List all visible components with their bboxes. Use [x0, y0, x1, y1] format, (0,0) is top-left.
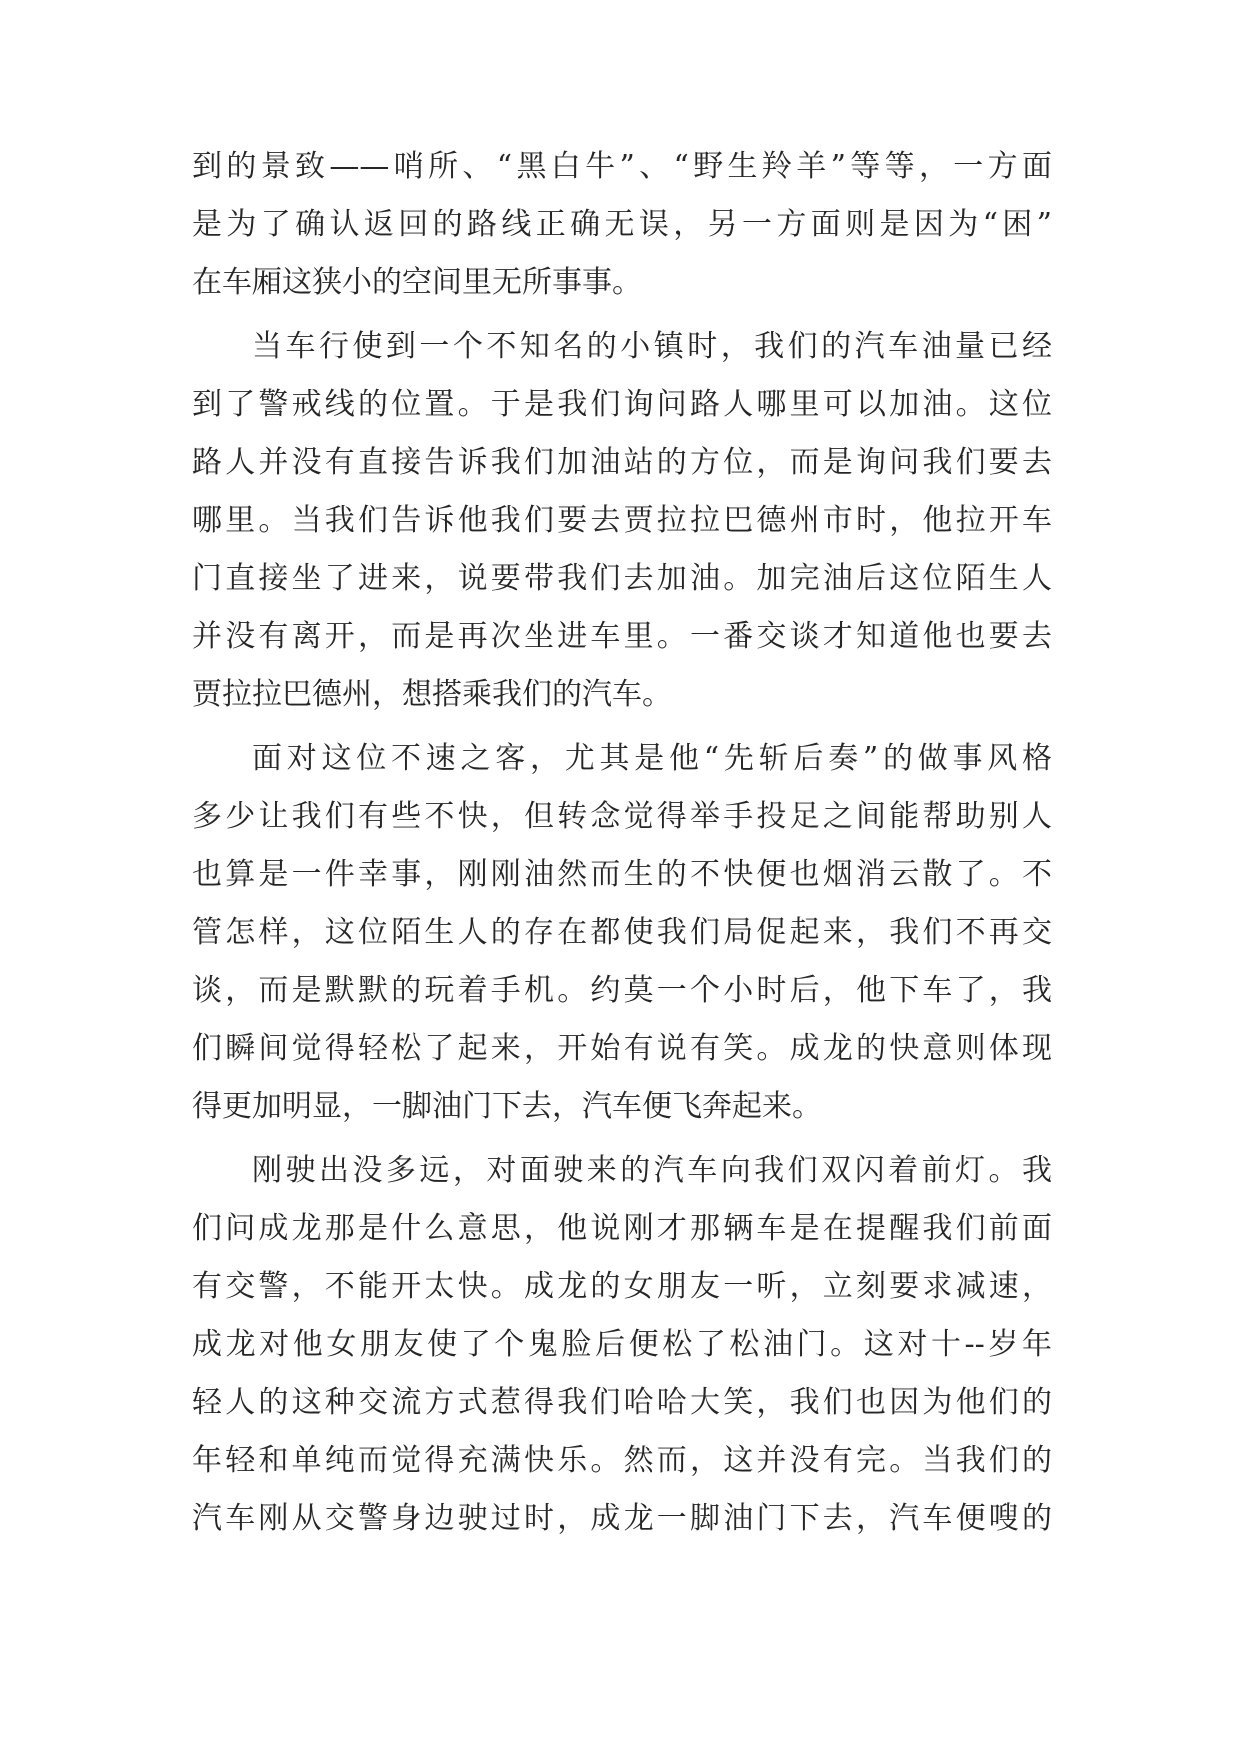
text-line: 哪里。当我们告诉他我们要去贾拉拉巴德州市时，他拉开车 — [192, 503, 1052, 538]
text-line: 有交警，不能开太快。成龙的女朋友一听，立刻要求减速， — [192, 1269, 1052, 1304]
paragraph-first-line: 当车行使到一个不知名的小镇时，我们的汽车油量已经 — [252, 329, 1052, 364]
text-line: 到了警戒线的位置。于是我们询问路人哪里可以加油。这位 — [192, 387, 1052, 422]
text-line: 门直接坐了进来，说要带我们去加油。加完油后这位陌生人 — [192, 561, 1052, 596]
text-line: 得更加明显，一脚油门下去，汽车便飞奔起来。 — [192, 1089, 822, 1124]
text-line: 到的景致——哨所、“黑白牛”、“野生羚羊”等等，一方面 — [192, 149, 1052, 184]
text-line: 也算是一件幸事，刚刚油然而生的不快便也烟消云散了。不 — [192, 857, 1052, 892]
text-line: 贾拉拉巴德州，想搭乘我们的汽车。 — [192, 677, 672, 712]
text-line: 并没有离开，而是再次坐进车里。一番交谈才知道他也要去 — [192, 619, 1052, 654]
text-line: 轻人的这种交流方式惹得我们哈哈大笑，我们也因为他们的 — [192, 1385, 1052, 1420]
text-line: 成龙对他女朋友使了个鬼脸后便松了松油门。这对十--岁年 — [192, 1327, 1052, 1362]
text-line: 在车厢这狭小的空间里无所事事。 — [192, 265, 642, 300]
text-line: 年轻和单纯而觉得充满快乐。然而，这并没有完。当我们的 — [192, 1443, 1052, 1478]
text-line: 们瞬间觉得轻松了起来，开始有说有笑。成龙的快意则体现 — [192, 1031, 1052, 1066]
paragraph-first-line: 面对这位不速之客，尤其是他“先斩后奏”的做事风格 — [252, 741, 1052, 776]
text-line: 们问成龙那是什么意思，他说刚才那辆车是在提醒我们前面 — [192, 1211, 1052, 1246]
text-line: 谈，而是默默的玩着手机。约莫一个小时后，他下车了，我 — [192, 973, 1052, 1008]
text-line: 多少让我们有些不快，但转念觉得举手投足之间能帮助别人 — [192, 799, 1052, 834]
text-line: 汽车刚从交警身边驶过时，成龙一脚油门下去，汽车便嗖的 — [192, 1501, 1052, 1536]
text-line: 是为了确认返回的路线正确无误，另一方面则是因为“困” — [192, 207, 1052, 242]
text-line: 管怎样，这位陌生人的存在都使我们局促起来，我们不再交 — [192, 915, 1052, 950]
paragraph-first-line: 刚驶出没多远，对面驶来的汽车向我们双闪着前灯。我 — [252, 1153, 1052, 1188]
text-line: 路人并没有直接告诉我们加油站的方位，而是询问我们要去 — [192, 445, 1052, 480]
